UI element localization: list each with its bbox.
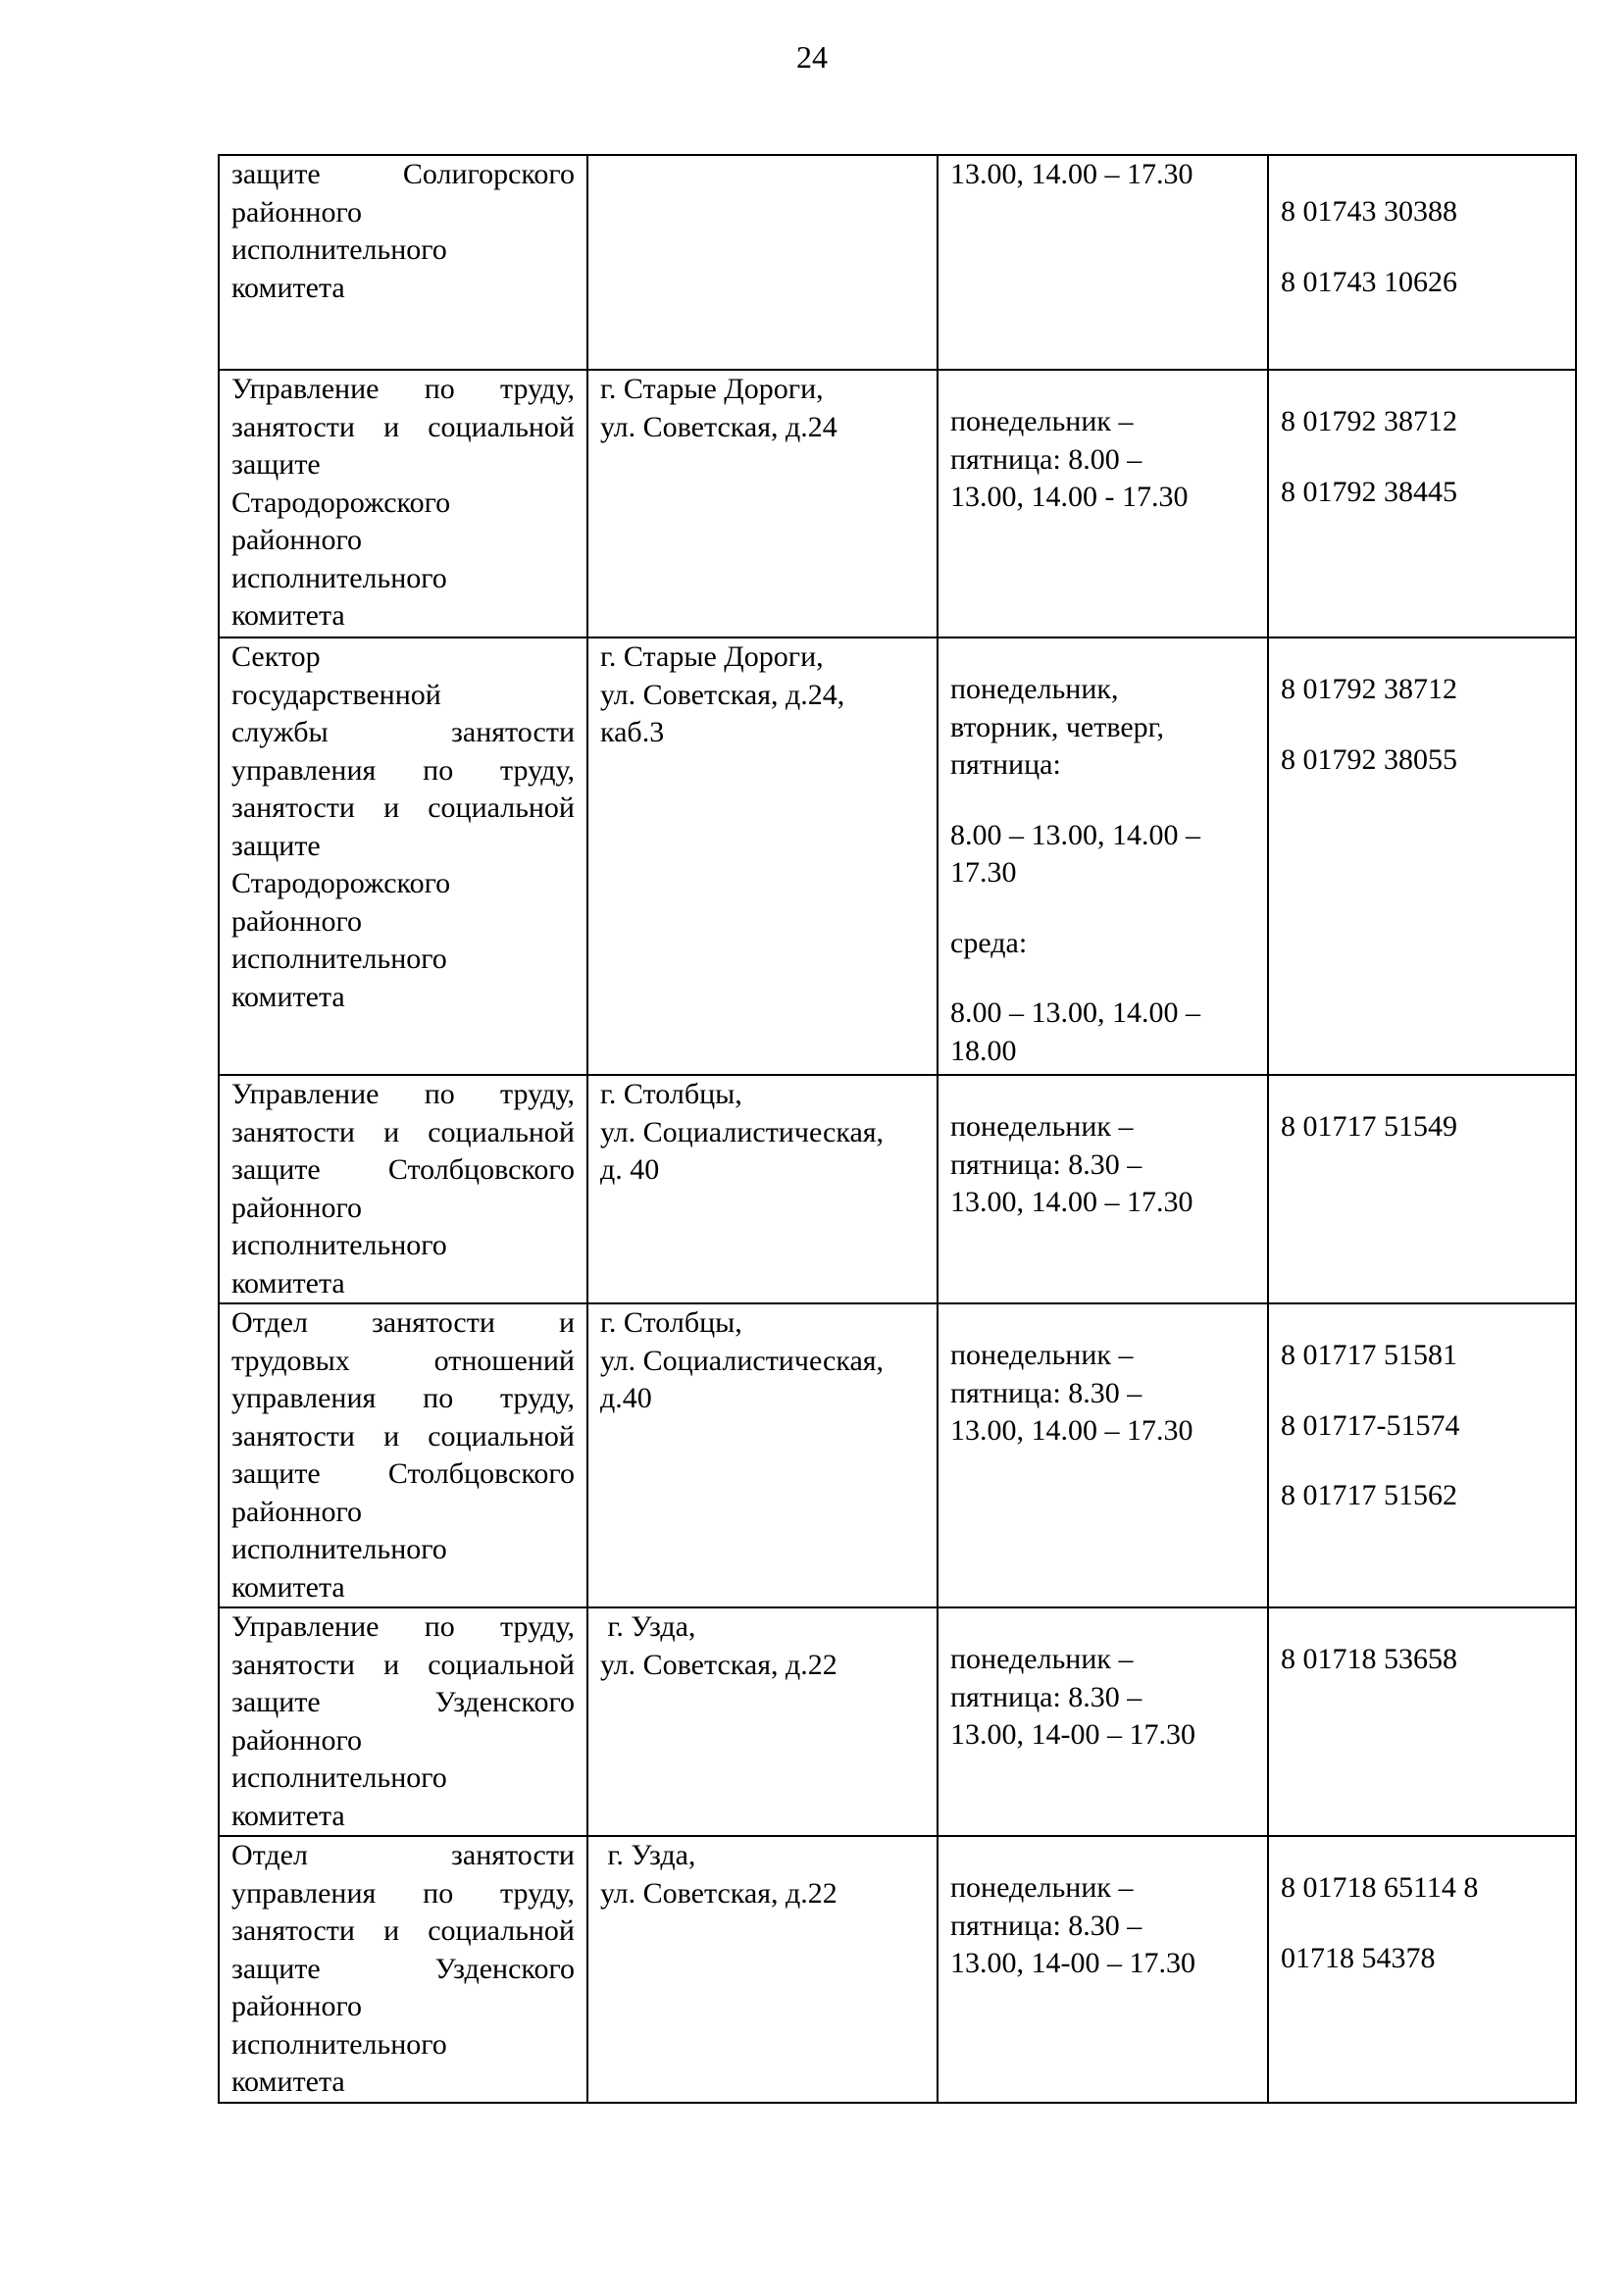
organization-name-line: занятости и социальной — [231, 1115, 575, 1148]
working-hours-cell — [938, 637, 1268, 1075]
organization-name-cell — [219, 1836, 587, 2103]
working-hours-line: 13.00, 14.00 – 17.30 — [950, 158, 1193, 190]
working-hours-line: понедельник – — [950, 1110, 1134, 1143]
address-cell — [587, 370, 938, 637]
phone-number: 8 01717-51574 — [1281, 1408, 1460, 1442]
organization-name-line: управления по труду, — [231, 1876, 575, 1910]
working-hours-line: 13.00, 14.00 - 17.30 — [950, 481, 1189, 513]
organization-name-line: защите Узденского — [231, 1952, 575, 1985]
working-hours-line: 17.30 — [950, 856, 1017, 889]
organization-name-line: занятости и социальной — [231, 791, 575, 824]
phone-cell — [1268, 1607, 1576, 1836]
working-hours-line: 13.00, 14-00 – 17.30 — [950, 1718, 1195, 1751]
organization-name-line: занятости и социальной — [231, 1648, 575, 1681]
organization-name-line: службы занятости — [231, 716, 575, 748]
organization-name-line: трудовых отношений — [231, 1344, 575, 1377]
phone-cell — [1268, 370, 1576, 637]
organization-name-line: исполнительного — [231, 1229, 447, 1261]
table-row — [219, 1836, 1576, 2103]
phone-number: 8 01792 38445 — [1281, 475, 1457, 508]
table-body — [219, 155, 1576, 2103]
working-hours-paragraph — [950, 994, 1255, 1070]
working-hours-cell — [938, 1836, 1268, 2103]
table-row — [219, 1075, 1576, 1303]
working-hours-line: понедельник – — [950, 405, 1134, 437]
address-line: г. Узда, — [600, 1839, 696, 1871]
table-row — [219, 370, 1576, 637]
phone-cell — [1268, 155, 1576, 370]
organization-name-line: занятости и социальной — [231, 1914, 575, 1947]
phone-cell — [1268, 637, 1576, 1075]
working-hours-cell — [938, 370, 1268, 637]
address-cell — [587, 1836, 938, 2103]
address-line: ул. Советская, д.22 — [600, 1876, 837, 1910]
organization-name-line: Сектор — [231, 640, 321, 673]
table-row — [219, 637, 1576, 1075]
address-line: г. Старые Дороги, — [600, 373, 824, 405]
organization-name-line: комитета — [231, 1799, 345, 1832]
working-hours-line: 13.00, 14.00 – 17.30 — [950, 1414, 1193, 1447]
address-line: д.40 — [600, 1382, 652, 1414]
working-hours-paragraph — [950, 817, 1255, 892]
working-hours-line: пятница: 8.30 – — [950, 1909, 1142, 1942]
address-cell — [587, 637, 938, 1075]
organization-name-line: государственной — [231, 678, 441, 711]
working-hours-paragraph — [950, 1869, 1255, 1983]
address-line: г. Столбцы, — [600, 1306, 742, 1339]
working-hours-line: пятница: — [950, 748, 1061, 781]
working-hours-cell — [938, 1607, 1268, 1836]
working-hours-paragraph — [950, 1108, 1255, 1222]
contacts-table — [218, 154, 1577, 2104]
working-hours-paragraph — [950, 1337, 1255, 1451]
working-hours-paragraph — [950, 925, 1255, 963]
organization-name-line: комитета — [231, 271, 345, 304]
working-hours-line: 13.00, 14-00 – 17.30 — [950, 1947, 1195, 1979]
phone-cell — [1268, 1303, 1576, 1607]
working-hours-cell — [938, 1075, 1268, 1303]
working-hours-line: 8.00 – 13.00, 14.00 – — [950, 818, 1200, 851]
organization-name-line: защите — [231, 829, 321, 862]
working-hours-line: понедельник – — [950, 1339, 1134, 1371]
organization-name-line: районного — [231, 1723, 363, 1757]
organization-name-line: Стародорожского — [231, 867, 451, 899]
organization-name-line: исполнительного — [231, 1533, 447, 1565]
organization-name-line: районного — [231, 1990, 363, 2022]
organization-name-cell — [219, 370, 587, 637]
organization-name-line: защите Узденского — [231, 1686, 575, 1718]
organization-name-line: исполнительного — [231, 1761, 447, 1794]
organization-name-line: комитета — [231, 1570, 345, 1604]
working-hours-line: вторник, четверг, — [950, 710, 1165, 743]
table-row — [219, 1607, 1576, 1836]
organization-name-line: занятости и социальной — [231, 1419, 575, 1453]
address-line: ул. Советская, д.24 — [600, 410, 837, 443]
working-hours-paragraph — [950, 1641, 1255, 1755]
phone-number: 8 01718 53658 — [1281, 1643, 1457, 1675]
address-cell — [587, 1303, 938, 1607]
organization-name-cell — [219, 1607, 587, 1836]
organization-name-line: Отдел занятости — [231, 1839, 575, 1871]
organization-name-line: районного — [231, 904, 363, 938]
working-hours-line: пятница: 8.30 – — [950, 1680, 1142, 1713]
working-hours-line: 18.00 — [950, 1034, 1017, 1067]
address-line: ул. Социалистическая, — [600, 1115, 885, 1148]
phone-number: 8 01792 38712 — [1281, 673, 1457, 705]
page-number: 24 — [796, 39, 828, 75]
organization-name-line: Стародорожского — [231, 485, 451, 519]
organization-name-line: управления по труду, — [231, 1382, 575, 1414]
phone-number: 8 01792 38055 — [1281, 742, 1457, 776]
organization-name-line: районного — [231, 1191, 363, 1224]
working-hours-paragraph — [950, 403, 1255, 517]
organization-name-line: Управление по труду, — [231, 1610, 575, 1643]
address-cell — [587, 1075, 938, 1303]
address-line: ул. Советская, д.22 — [600, 1648, 837, 1681]
organization-name-cell — [219, 1303, 587, 1607]
address-line: ул. Советская, д.24, — [600, 678, 845, 711]
organization-name-cell — [219, 637, 587, 1075]
address-line: г. Старые Дороги, — [600, 640, 824, 673]
address-line: г. Столбцы, — [600, 1078, 742, 1110]
table-row — [219, 1303, 1576, 1607]
working-hours-line: 8.00 – 13.00, 14.00 – — [950, 996, 1200, 1029]
working-hours-line: пятница: 8.30 – — [950, 1376, 1142, 1409]
organization-name-line: защите — [231, 448, 321, 481]
working-hours-line: понедельник – — [950, 1871, 1134, 1904]
phone-number: 8 01717 51562 — [1281, 1479, 1457, 1511]
organization-name-line: районного — [231, 1495, 363, 1528]
organization-name-line: защите Столбцовского — [231, 1457, 575, 1490]
organization-name-line: Отдел занятости и — [231, 1306, 575, 1339]
organization-name-line: комитета — [231, 599, 345, 632]
organization-name-line: Управление по труду, — [231, 373, 575, 405]
address-line: д. 40 — [600, 1153, 660, 1186]
organization-name-line: управления по труду, — [231, 753, 575, 787]
organization-name-line: защите Столбцовского — [231, 1153, 575, 1186]
phone-number: 8 01792 38712 — [1281, 405, 1457, 437]
organization-name-line: Управление по труду, — [231, 1078, 575, 1110]
phone-number: 8 01743 30388 — [1281, 195, 1457, 228]
organization-name-line: защите Солигорского — [231, 158, 575, 190]
address-line: каб.3 — [600, 716, 665, 748]
organization-name-line: комитета — [231, 980, 345, 1013]
phone-cell — [1268, 1075, 1576, 1303]
organization-name-cell — [219, 155, 587, 370]
organization-name-line: исполнительного — [231, 2027, 447, 2061]
working-hours-paragraph — [950, 156, 1255, 194]
phone-number: 8 01717 51581 — [1281, 1339, 1457, 1371]
organization-name-line: районного — [231, 524, 363, 556]
address-line: ул. Социалистическая, — [600, 1344, 885, 1377]
working-hours-line: понедельник – — [950, 1643, 1134, 1675]
working-hours-paragraph — [950, 671, 1255, 785]
phone-number: 01718 54378 — [1281, 1941, 1436, 1974]
organization-name-line: занятости и социальной — [231, 410, 575, 443]
phone-number: 8 01743 10626 — [1281, 265, 1457, 298]
working-hours-line: пятница: 8.00 – — [950, 442, 1142, 476]
phone-number: 8 01717 51549 — [1281, 1110, 1457, 1143]
organization-name-line: комитета — [231, 1266, 345, 1300]
address-cell — [587, 1607, 938, 1836]
working-hours-cell — [938, 1303, 1268, 1607]
working-hours-line: среда: — [950, 926, 1028, 959]
working-hours-line: пятница: 8.30 – — [950, 1147, 1142, 1181]
phone-cell — [1268, 1836, 1576, 2103]
organization-name-line: исполнительного — [231, 943, 447, 975]
working-hours-line: 13.00, 14.00 – 17.30 — [950, 1186, 1193, 1218]
organization-name-line: исполнительного — [231, 233, 447, 266]
phone-number: 8 01718 65114 8 — [1281, 1871, 1479, 1904]
organization-name-line: исполнительного — [231, 561, 447, 594]
organization-name-line: районного — [231, 195, 363, 229]
organization-name-line: комитета — [231, 2065, 345, 2098]
organization-name-cell — [219, 1075, 587, 1303]
address-line: г. Узда, — [600, 1610, 696, 1643]
address-cell — [587, 155, 938, 370]
working-hours-cell — [938, 155, 1268, 370]
table-row — [219, 155, 1576, 370]
working-hours-line: понедельник, — [950, 673, 1119, 705]
